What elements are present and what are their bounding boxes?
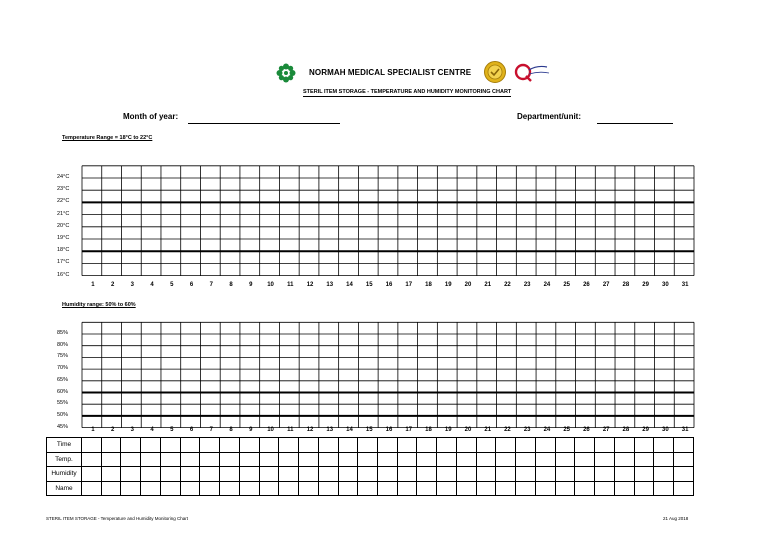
humidity-x-label: 20 [464,427,472,433]
log-cell[interactable] [358,467,378,482]
log-cell[interactable] [141,438,161,453]
temperature-y-label: 22°C [57,198,70,205]
humidity-y-label: 60% [57,388,69,395]
log-cell[interactable] [535,438,555,453]
log-row [47,467,694,482]
log-cell[interactable] [82,452,102,467]
log-cell[interactable] [476,481,496,496]
temperature-x-label: 4 [150,282,154,288]
log-cell[interactable] [141,452,161,467]
temperature-y-label: 24°C [57,174,70,180]
log-cell[interactable] [279,438,299,453]
log-row-label: Time [47,438,82,453]
log-cell[interactable] [516,438,536,453]
log-cell[interactable] [180,438,200,453]
log-cell[interactable] [634,467,654,482]
temperature-x-label: 7 [209,282,213,288]
log-cell[interactable] [378,481,398,496]
humidity-x-label: 30 [662,427,669,433]
log-cell[interactable] [595,467,615,482]
log-cell[interactable] [279,467,299,482]
log-cell[interactable] [220,481,240,496]
log-cell[interactable] [417,467,437,482]
log-cell[interactable] [456,481,476,496]
log-row [47,481,694,496]
log-cell[interactable] [575,452,595,467]
log-cell[interactable] [456,467,476,482]
humidity-x-label: 24 [543,427,551,433]
log-cell[interactable] [200,452,220,467]
temperature-y-label: 19°C [57,235,70,241]
humidity-x-label: 31 [681,427,689,433]
log-cell[interactable] [279,481,299,496]
log-cell[interactable] [516,467,536,482]
log-cell[interactable] [417,438,437,453]
log-cell[interactable] [220,452,240,467]
humidity-y-label: 50% [57,411,69,418]
log-cell[interactable] [82,481,102,496]
log-cell[interactable] [318,452,338,467]
log-cell[interactable] [239,467,259,482]
log-cell[interactable] [496,467,516,482]
temperature-x-label: 30 [662,282,669,288]
humidity-x-label: 12 [306,427,314,433]
humidity-x-label: 17 [405,427,413,433]
log-cell[interactable] [121,438,141,453]
temperature-x-label: 9 [249,282,253,288]
temperature-x-label: 3 [130,282,135,288]
log-cell[interactable] [299,438,319,453]
log-cell[interactable] [417,481,437,496]
log-cell[interactable] [259,452,279,467]
log-cell[interactable] [259,438,279,453]
log-cell[interactable] [575,481,595,496]
temperature-x-label: 1 [91,282,95,288]
log-cell[interactable] [634,481,654,496]
log-cell[interactable] [397,481,417,496]
humidity-x-label: 5 [170,427,174,433]
log-cell[interactable] [121,452,141,467]
log-cell[interactable] [160,481,180,496]
log-cell[interactable] [674,481,694,496]
humidity-x-label: 16 [385,427,393,433]
log-cell[interactable] [456,452,476,467]
humidity-y-label: 75% [57,353,69,360]
log-row [47,452,694,467]
log-cell[interactable] [338,438,358,453]
humidity-x-label: 1 [91,427,95,433]
footer-date: 21 Aug 2018 [663,516,689,521]
log-cell[interactable] [239,481,259,496]
temperature-x-label: 11 [287,282,294,288]
log-cell[interactable] [397,452,417,467]
temperature-x-label: 8 [229,282,233,288]
temperature-x-label: 18 [425,282,432,288]
temperature-x-label: 16 [385,282,393,288]
log-cell[interactable] [476,438,496,453]
log-cell[interactable] [437,481,457,496]
log-row-label: Name [47,481,82,496]
log-cell[interactable] [614,452,634,467]
log-cell[interactable] [141,481,161,496]
log-cell[interactable] [437,467,457,482]
log-cell[interactable] [279,452,299,467]
log-cell[interactable] [634,452,654,467]
log-cell[interactable] [299,481,319,496]
humidity-x-label: 4 [150,427,154,433]
chart-subtitle: STERIL ITEM STORAGE - TEMPERATURE AND HUMIDITY MONITORING CHART [303,89,512,95]
humidity-x-label: 9 [249,427,253,433]
humidity-y-label: 45% [57,423,69,430]
humidity-x-label: 2 [110,427,115,433]
log-cell[interactable] [358,452,378,467]
log-cell[interactable] [417,452,437,467]
log-cell[interactable] [121,467,141,482]
humidity-x-label: 8 [229,427,233,433]
temperature-x-label: 12 [306,282,314,288]
log-cell[interactable] [239,452,259,467]
temperature-y-label: 23°C [57,186,70,193]
footer-left: STERIL ITEM STORAGE - Temperature and Humidity Monitoring Chart [46,516,188,521]
temperature-x-label: 20 [464,282,472,288]
humidity-x-label: 22 [504,427,511,433]
log-cell[interactable] [476,467,496,482]
humidity-x-label: 14 [346,427,353,433]
log-cell[interactable] [555,452,575,467]
temperature-x-label: 15 [365,282,373,288]
log-cell[interactable] [674,452,694,467]
temperature-x-label: 21 [484,282,492,288]
humidity-y-label: 65% [57,376,69,383]
log-cell[interactable] [397,467,417,482]
temperature-x-label: 6 [189,282,194,288]
log-cell[interactable] [575,438,595,453]
log-cell[interactable] [338,452,358,467]
log-cell[interactable] [476,452,496,467]
humidity-x-label: 23 [523,427,531,433]
log-cell[interactable] [160,438,180,453]
humidity-x-label: 19 [444,427,452,433]
log-cell[interactable] [555,438,575,453]
humidity-y-label: 85% [57,330,69,336]
temperature-x-label: 17 [405,282,413,288]
log-cell[interactable] [456,438,476,453]
log-cell[interactable] [200,467,220,482]
log-cell[interactable] [535,481,555,496]
temperature-x-label: 25 [563,282,571,288]
log-cell[interactable] [200,481,220,496]
temperature-x-label: 26 [583,282,590,288]
temperature-x-label: 29 [642,282,649,288]
log-cell[interactable] [318,481,338,496]
log-cell[interactable] [614,481,634,496]
log-cell[interactable] [595,438,615,453]
log-cell[interactable] [516,481,536,496]
log-cell[interactable] [496,481,516,496]
log-cell[interactable] [101,452,121,467]
log-cell[interactable] [496,438,516,453]
humidity-x-label: 28 [622,427,630,433]
log-cell[interactable] [220,467,240,482]
temperature-x-label: 19 [444,282,452,288]
temperature-x-label: 31 [681,282,689,288]
temperature-x-label: 2 [110,282,115,288]
log-cell[interactable] [318,467,338,482]
log-cell[interactable] [180,481,200,496]
log-cell[interactable] [358,438,378,453]
log-cell[interactable] [614,438,634,453]
temperature-x-label: 28 [622,282,630,288]
temperature-x-label: 10 [267,282,274,288]
temperature-x-label: 24 [543,282,551,288]
daily-log-table [46,437,694,496]
month-label: Month of year: [123,112,179,121]
log-cell[interactable] [101,438,121,453]
humidity-x-label: 6 [189,427,194,433]
humidity-y-label: 80% [57,341,69,348]
log-cell[interactable] [259,467,279,482]
temperature-y-label: 16°C [57,271,70,278]
log-cell[interactable] [220,438,240,453]
humidity-x-label: 26 [583,427,590,433]
log-cell[interactable] [82,467,102,482]
org-name: NORMAH MEDICAL SPECIALIST CENTRE [309,68,472,77]
department-label: Department/unit: [517,112,581,121]
log-cell[interactable] [378,467,398,482]
log-row-label: Temp. [47,452,82,467]
log-cell[interactable] [555,467,575,482]
humidity-x-label: 15 [365,427,373,433]
log-cell[interactable] [654,481,674,496]
temperature-x-label: 13 [326,282,334,288]
log-cell[interactable] [595,452,615,467]
temperature-x-label: 27 [602,282,610,288]
temperature-x-label: 22 [504,282,511,288]
humidity-x-label: 29 [642,427,649,433]
log-cell[interactable] [496,452,516,467]
temperature-y-label: 18°C [57,247,70,254]
log-cell[interactable] [318,438,338,453]
log-cell[interactable] [634,438,654,453]
humidity-y-label: 70% [57,365,69,372]
log-cell[interactable] [654,467,674,482]
log-cell[interactable] [654,438,674,453]
log-cell[interactable] [358,481,378,496]
log-cell[interactable] [535,452,555,467]
log-cell[interactable] [378,438,398,453]
humidity-x-label: 3 [130,427,135,433]
log-cell[interactable] [595,481,615,496]
log-cell[interactable] [299,452,319,467]
log-cell[interactable] [82,438,102,453]
log-cell[interactable] [516,452,536,467]
log-cell[interactable] [397,438,417,453]
log-cell[interactable] [535,467,555,482]
log-cell[interactable] [239,438,259,453]
log-cell[interactable] [614,467,634,482]
humidity-x-label: 18 [425,427,432,433]
humidity-x-label: 13 [326,427,334,433]
log-cell[interactable] [101,467,121,482]
log-cell[interactable] [200,438,220,453]
log-cell[interactable] [654,452,674,467]
temperature-x-label: 5 [170,282,174,288]
humidity-x-label: 10 [267,427,274,433]
temperature-y-label: 17°C [57,259,70,266]
log-cell[interactable] [299,467,319,482]
temperature-x-label: 23 [523,282,531,288]
log-cell[interactable] [674,467,694,482]
log-cell[interactable] [160,467,180,482]
log-cell[interactable] [437,438,457,453]
log-cell[interactable] [101,481,121,496]
log-cell[interactable] [378,452,398,467]
log-row-label: Humidity [47,467,82,482]
log-cell[interactable] [259,481,279,496]
temperature-x-label: 14 [346,282,353,288]
log-cell[interactable] [180,467,200,482]
humidity-x-label: 7 [209,427,213,433]
humidity-y-label: 55% [57,400,69,407]
humidity-range-label: Humidity range: 50% to 60% [62,302,136,308]
log-cell[interactable] [338,481,358,496]
temperature-y-label: 21°C [57,210,70,217]
log-cell[interactable] [674,438,694,453]
humidity-x-label: 11 [287,427,294,433]
temperature-range-label: Temperature Range = 18°C to 22°C [62,135,153,141]
humidity-x-label: 25 [563,427,571,433]
temperature-y-label: 20°C [57,222,70,229]
log-row [47,438,694,453]
humidity-x-label: 27 [602,427,610,433]
log-cell[interactable] [141,467,161,482]
log-cell[interactable] [437,452,457,467]
humidity-x-label: 21 [484,427,492,433]
log-cell[interactable] [555,481,575,496]
log-cell[interactable] [575,467,595,482]
log-cell[interactable] [180,452,200,467]
log-cell[interactable] [160,452,180,467]
log-cell[interactable] [121,481,141,496]
log-cell[interactable] [338,467,358,482]
